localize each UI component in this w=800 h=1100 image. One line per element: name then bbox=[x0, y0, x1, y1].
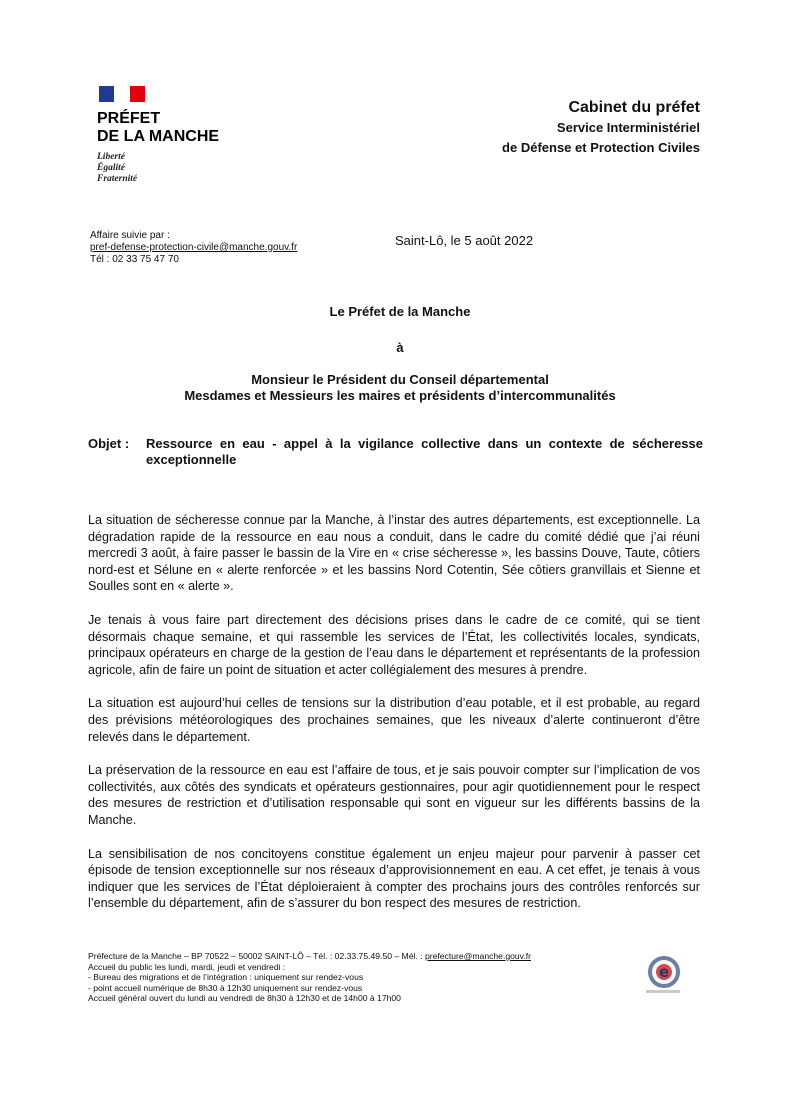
letter-date: Saint-Lô, le 5 août 2022 bbox=[395, 233, 534, 248]
motto-liberte: Liberté bbox=[97, 152, 125, 162]
footer-hours-line: Accueil du public les lundi, mardi, jeudi et vendredi : bbox=[88, 961, 286, 972]
footer bbox=[88, 951, 648, 1004]
footer-email-link[interactable]: prefecture@manche.gouv.fr bbox=[424, 951, 531, 961]
prefecture-logo bbox=[97, 86, 247, 185]
issuing-office bbox=[502, 98, 700, 158]
subject-label: Objet : bbox=[88, 436, 130, 451]
marianne-flag-icon bbox=[99, 86, 145, 102]
contact-email-link[interactable]: pref-defense-protection-civile@manche.gouv.fr bbox=[90, 242, 298, 253]
footer-hours-line: - Bureau des migrations et de l’intégration : uniquement sur rendez-vous bbox=[88, 972, 364, 983]
subject-text: Ressource en eau - appel à la vigilance collective dans un contexte de sécheresse exceptionnelle bbox=[146, 436, 703, 467]
paragraph: La préservation de la ressource en eau est l’affaire de tous, et je sais pouvoir compter sur l’implication de vos collectivités, aux côtés des syndicats et opérateurs gestionnaires, pour agir quotidiennement pour le respect des mesures de restriction et d’utilisation responsable qui sont en vigueur sur les différents bassins de la Manche. bbox=[88, 763, 700, 827]
contact-label: Affaire suivie par : bbox=[90, 230, 170, 241]
office-title: Cabinet du préfet bbox=[568, 99, 700, 116]
subject bbox=[88, 436, 703, 468]
letter-body bbox=[88, 512, 700, 929]
to-word: à bbox=[396, 340, 404, 355]
footer-hours-line: - point accueil numérique de 8h30 à 12h30 uniquement sur rendez-vous bbox=[88, 982, 363, 993]
motto-fraternite: Fraternité bbox=[97, 174, 138, 184]
motto-egalite: Égalité bbox=[97, 163, 125, 173]
paragraph: La sensibilisation de nos concitoyens constitue également un enjeu majeur pour parvenir à passer cet épisode de tension exceptionnelle sur nos réseaux d’approvisionnement en eau. A cet effet, je tenais à vous indiquer que les services de l’État déploieraient à compter des prochains jours des contrôles renforcés sur l’ensemble du département, afin de s’assurer du bon respect des mesures de restriction. bbox=[88, 846, 700, 911]
republic-motto bbox=[97, 152, 247, 185]
footer-address-line bbox=[88, 951, 648, 962]
svg-text:e: e bbox=[659, 963, 670, 981]
contact-block bbox=[90, 230, 297, 266]
recipient-2: Mesdames et Messieurs les maires et présidents d’intercommunalités bbox=[184, 388, 616, 403]
e-label-icon bbox=[628, 952, 686, 1000]
logo-title bbox=[97, 110, 247, 146]
recipients bbox=[0, 372, 800, 404]
logo-title-line2: DE LA MANCHE bbox=[97, 128, 220, 145]
footer-hours-line: Accueil général ouvert du lundi au vendredi de 8h30 à 12h30 et de 14h00 à 17h00 bbox=[88, 993, 401, 1004]
sender: Le Préfet de la Manche bbox=[329, 304, 471, 319]
paragraph: Je tenais à vous faire part directement des décisions prises dans le cadre de ce comité, qui se tient désormais chaque semaine, et qui rassemble les services de l’État, les collectivités locales, syndicats, principaux opérateurs en charge de la gestion de l’eau dans le département et représentants de la profession agricole, afin de faire un point de situation et acter collégialement des mesures à prendre. bbox=[88, 612, 700, 677]
paragraph: La situation est aujourd’hui celles de tensions sur la distribution d’eau potable, et il est probable, au regard des prévisions météorologiques des prochaines semaines, que les niveaux d’alerte continueront d’être relevés dans le département. bbox=[88, 696, 700, 744]
recipient-1: Monsieur le Président du Conseil départemental bbox=[251, 372, 549, 387]
logo-title-line1: PRÉFET bbox=[97, 110, 161, 127]
paragraph: La situation de sécheresse connue par la Manche, à l’instar des autres départements, est exceptionnelle. La dégradation rapide de la ressource en eau nous a conduit, dans le cadre du comité dédié que j’ai réuni mercredi 3 août, à faire passer le bassin de la Vire en « crise sécheresse », les bassins Douve, Taute, côtiers nord-est et Sélune en « alerte renforcée » et les bassins Nord Cotentin, Sée côtiers granvillais et Sienne et Soulles sont en « alerte ». bbox=[88, 513, 700, 594]
office-line1: Service Interministériel bbox=[556, 120, 700, 135]
footer-address: Préfecture de la Manche – BP 70522 – 50002 SAINT-LÔ – Tél. : 02.33.75.49.50 – Mél. : bbox=[88, 951, 425, 961]
office-line2: de Défense et Protection Civiles bbox=[502, 140, 700, 155]
contact-phone: Tél : 02 33 75 47 70 bbox=[90, 254, 179, 265]
